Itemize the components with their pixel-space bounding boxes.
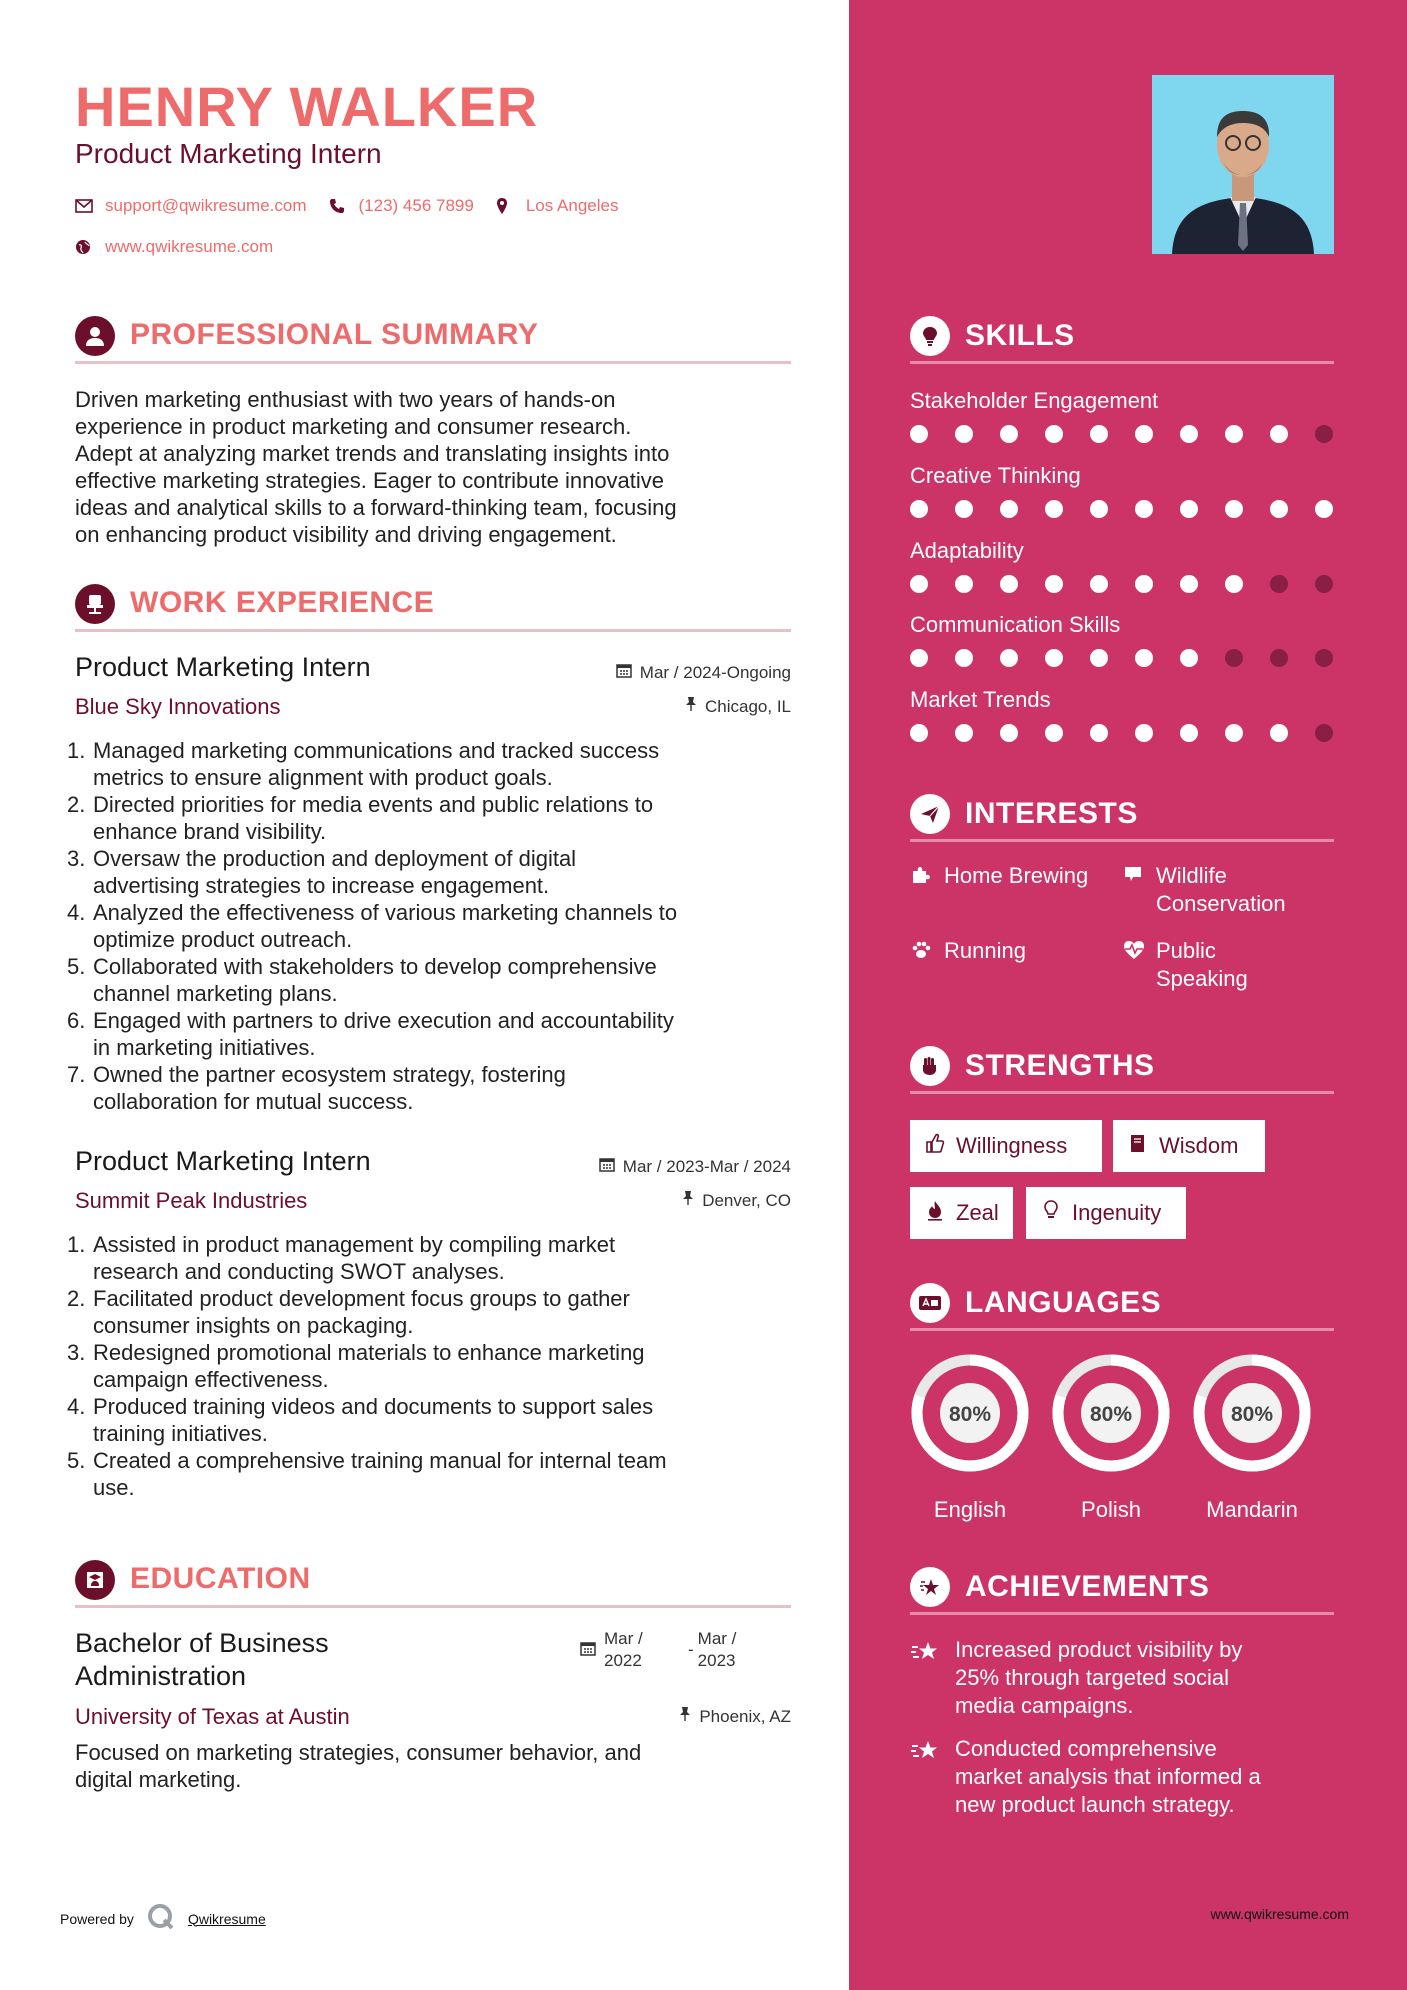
job-date — [599, 1156, 791, 1177]
book-icon — [1127, 1132, 1149, 1160]
job-duties — [67, 737, 787, 1115]
skill-name: Adaptability — [910, 538, 1024, 563]
education-location — [679, 1706, 791, 1727]
candidate-name: HENRY WALKER — [75, 75, 539, 138]
user-icon — [75, 316, 115, 356]
skill-name: Market Trends — [910, 687, 1051, 712]
strengths-heading — [910, 1046, 1334, 1094]
rating-dot-filled — [1090, 500, 1108, 518]
pushpin-icon — [679, 1706, 691, 1727]
job-company: Summit Peak Industries — [75, 1188, 308, 1213]
strength-tag: Willingness — [910, 1120, 1102, 1172]
interest-item: Running — [910, 937, 1026, 965]
skill-name: Communication Skills — [910, 612, 1121, 637]
achievement-item: Increased product visibility by 25% through targeted social media campaigns. — [910, 1636, 1334, 1720]
list-item: 1. Assisted in product management by compiling market research and conducting SWOT analyses. — [67, 1232, 616, 1284]
skill-rating — [910, 425, 1333, 443]
education-description: Focused on marketing strategies, consumer behavior, and digital marketing. — [75, 1740, 642, 1792]
date-separator: - — [688, 1640, 694, 1659]
language-ring — [1191, 1352, 1313, 1474]
list-item: 2. Directed priorities for media events and public relations to enhance brand visibility. — [67, 792, 654, 844]
rating-dot-filled — [1135, 575, 1153, 593]
list-item: 3. Redesigned promotional materials to enhance marketing campaign effectiveness. — [67, 1340, 645, 1392]
rating-dot-filled — [1000, 724, 1018, 742]
rating-dot-filled — [955, 425, 973, 443]
rating-dot-filled — [910, 575, 928, 593]
job-date — [616, 662, 791, 683]
rating-dot-filled — [1315, 500, 1333, 518]
powered-by-label: Powered by — [60, 1910, 134, 1927]
job-date-text: Mar / 2023-Mar / 2024 — [622, 1156, 791, 1176]
rating-dot-filled — [1270, 425, 1288, 443]
phone-number[interactable]: (123) 456 7899 — [358, 196, 474, 215]
job-company: Blue Sky Innovations — [75, 694, 281, 719]
summary-heading — [75, 316, 791, 364]
rating-dot-filled — [1045, 724, 1063, 742]
contact-row — [75, 196, 640, 216]
rating-dot-filled — [1225, 425, 1243, 443]
strength-tag: Zeal — [910, 1187, 1013, 1239]
globe-icon — [75, 239, 105, 255]
rating-dot-filled — [1135, 425, 1153, 443]
heartbeat-icon — [1122, 937, 1156, 993]
summary-text — [75, 386, 791, 548]
strengths-title: STRENGTHS — [965, 1049, 1155, 1082]
rating-dot-filled — [1135, 724, 1153, 742]
list-item: 4. Analyzed the effectiveness of various marketing channels to optimize product outreach. — [67, 900, 678, 952]
rating-dot-filled — [955, 575, 973, 593]
calendar-icon — [599, 1156, 615, 1177]
rating-dot-filled — [955, 724, 973, 742]
summary-title: PROFESSIONAL SUMMARY — [130, 318, 539, 351]
job-duties — [67, 1231, 787, 1501]
language-percent: 80% — [1230, 1403, 1274, 1426]
pushpin-icon — [685, 696, 697, 717]
star-badge-icon — [910, 1735, 955, 1819]
lightbulb-icon — [1040, 1199, 1062, 1227]
language-percent: 80% — [1089, 1403, 1133, 1426]
experience-heading — [75, 584, 791, 632]
rating-dot-filled — [1270, 500, 1288, 518]
rating-dot-filled — [1045, 649, 1063, 667]
rating-dot-filled — [1225, 724, 1243, 742]
skill-name: Creative Thinking — [910, 463, 1081, 488]
graduate-icon — [75, 1560, 115, 1600]
strength-tag: Ingenuity — [1026, 1187, 1186, 1239]
calendar-icon — [580, 1640, 596, 1661]
interests-title: INTERESTS — [965, 797, 1138, 830]
rating-dot-filled — [1090, 575, 1108, 593]
rating-dot-empty — [1270, 649, 1288, 667]
profile-photo — [1152, 75, 1334, 254]
paw-icon — [910, 937, 944, 965]
rating-dot-filled — [1180, 425, 1198, 443]
achievement-item: Conducted comprehensive market analysis that informed a new product launch strategy. — [910, 1735, 1334, 1819]
map-pin-icon — [496, 197, 526, 215]
website-link[interactable]: www.qwikresume.com — [105, 237, 274, 256]
school-name: University of Texas at Austin — [75, 1704, 350, 1729]
rating-dot-empty — [1225, 649, 1243, 667]
location-text: Los Angeles — [525, 196, 619, 215]
list-item: 4. Produced training videos and documents to support sales training initiatives. — [67, 1394, 654, 1446]
rating-dot-empty — [1270, 575, 1288, 593]
rating-dot-filled — [910, 500, 928, 518]
interest-item: Wildlife Conservation — [1122, 862, 1286, 918]
rating-dot-filled — [1135, 500, 1153, 518]
summary-line: Adept at analyzing market trends and translating insights into — [75, 441, 670, 466]
list-item: 7. Owned the partner ecosystem strategy, fostering collaboration for mutual success. — [67, 1062, 566, 1114]
interests-heading — [910, 794, 1334, 842]
list-item: 2. Facilitated product development focus groups to gather consumer insights on packaging. — [67, 1286, 630, 1338]
rating-dot-filled — [1045, 425, 1063, 443]
language-ring — [909, 1352, 1031, 1474]
achievements-title: ACHIEVEMENTS — [965, 1570, 1210, 1603]
rating-dot-filled — [1180, 724, 1198, 742]
education-start: Mar / 2022 — [604, 1629, 643, 1670]
rating-dot-filled — [1225, 500, 1243, 518]
skill-rating — [910, 500, 1333, 518]
language-item — [1050, 1352, 1172, 1523]
fist-icon — [910, 1046, 950, 1086]
job-location — [685, 696, 791, 717]
office-chair-icon — [75, 584, 115, 624]
rating-dot-filled — [1180, 500, 1198, 518]
rating-dot-filled — [1000, 575, 1018, 593]
email-link[interactable]: support@qwikresume.com — [105, 196, 307, 215]
education-title: EDUCATION — [130, 1562, 311, 1595]
phone-icon — [329, 198, 359, 214]
language-percent: 80% — [948, 1403, 992, 1426]
language-item — [909, 1352, 1031, 1523]
summary-line: ideas and analytical skills to a forward-thinking team, focusing — [75, 495, 677, 520]
rating-dot-filled — [1180, 649, 1198, 667]
rating-dot-filled — [910, 425, 928, 443]
rating-dot-filled — [1045, 575, 1063, 593]
job-location — [682, 1190, 791, 1211]
interest-item: Public Speaking — [1122, 937, 1248, 993]
calendar-icon — [616, 662, 632, 683]
rating-dot-filled — [910, 724, 928, 742]
language-name: Polish — [1081, 1497, 1141, 1522]
language-name: English — [933, 1497, 1007, 1522]
summary-line: experience in product marketing and consumer research. — [75, 414, 632, 439]
job-location-text: Denver, CO — [702, 1190, 791, 1210]
rating-dot-filled — [1090, 724, 1108, 742]
rating-dot-filled — [1225, 575, 1243, 593]
rating-dot-filled — [1045, 500, 1063, 518]
rating-dot-filled — [1000, 500, 1018, 518]
rating-dot-empty — [1315, 575, 1333, 593]
languages-heading — [910, 1283, 1334, 1331]
rating-dot-empty — [1315, 425, 1333, 443]
achievements-heading — [910, 1567, 1334, 1615]
experience-title: WORK EXPERIENCE — [130, 586, 435, 619]
rating-dot-filled — [1000, 649, 1018, 667]
qwikresume-logo-icon — [146, 1902, 176, 1935]
list-item: 1. Managed marketing communications and tracked success metrics to ensure alignment with product goals. — [67, 738, 660, 790]
thumbs-up-icon — [924, 1132, 946, 1160]
interest-item: Home Brewing — [910, 862, 1088, 890]
powered-by — [60, 1902, 266, 1935]
language-name: Mandarin — [1206, 1497, 1298, 1522]
rating-dot-filled — [1000, 425, 1018, 443]
website-row — [75, 237, 295, 257]
language-item — [1191, 1352, 1313, 1523]
languages-title: LANGUAGES — [965, 1286, 1162, 1319]
rating-dot-empty — [1315, 649, 1333, 667]
strength-tag: Wisdom — [1113, 1120, 1265, 1172]
job-date-text: Mar / 2024-Ongoing — [639, 662, 791, 682]
degree-title: Bachelor of Business Administration — [75, 1628, 329, 1691]
envelope-icon — [75, 199, 105, 213]
skills-heading — [910, 316, 1334, 364]
job-location-text: Chicago, IL — [705, 696, 791, 716]
list-item: 5. Collaborated with stakeholders to develop comprehensive channel marketing plans. — [67, 954, 657, 1006]
summary-line: on enhancing product visibility and driving engagement. — [75, 522, 617, 547]
rating-dot-filled — [955, 500, 973, 518]
pushpin-icon — [682, 1190, 694, 1211]
footer-website[interactable]: www.qwikresume.com — [1210, 1906, 1349, 1922]
lightbulb-icon — [910, 316, 950, 356]
star-badge-icon — [910, 1567, 950, 1607]
skill-rating — [910, 575, 1333, 593]
translate-icon — [910, 1283, 950, 1323]
education-heading — [75, 1560, 791, 1608]
rating-dot-filled — [1270, 724, 1288, 742]
education-dates — [580, 1628, 736, 1672]
list-item: 5. Created a comprehensive training manual for internal team use. — [67, 1448, 667, 1500]
rating-dot-filled — [1090, 649, 1108, 667]
star-badge-icon — [910, 1636, 955, 1720]
flag-icon — [1122, 862, 1156, 918]
rating-dot-filled — [910, 649, 928, 667]
language-ring — [1050, 1352, 1172, 1474]
rating-dot-filled — [955, 649, 973, 667]
rating-dot-filled — [1090, 425, 1108, 443]
rating-dot-filled — [1135, 649, 1153, 667]
rating-dot-filled — [1180, 575, 1198, 593]
education-end: Mar / 2023 — [697, 1629, 737, 1670]
brand-link[interactable]: Qwikresume — [187, 1910, 266, 1927]
puzzle-icon — [910, 862, 944, 890]
candidate-role: Product Marketing Intern — [75, 138, 382, 169]
job-title: Product Marketing Intern — [75, 652, 371, 682]
skill-rating — [910, 724, 1333, 742]
flame-icon — [924, 1199, 946, 1227]
education-location-text: Phoenix, AZ — [699, 1706, 791, 1726]
skills-title: SKILLS — [965, 319, 1075, 352]
rating-dot-empty — [1315, 724, 1333, 742]
list-item: 6. Engaged with partners to drive execution and accountability in marketing initiatives. — [67, 1008, 674, 1060]
summary-line: effective marketing strategies. Eager to contribute innovative — [75, 468, 665, 493]
job-title: Product Marketing Intern — [75, 1146, 371, 1176]
summary-line: Driven marketing enthusiast with two years of hands-on — [75, 387, 616, 412]
paper-plane-icon — [910, 794, 950, 834]
list-item: 3. Oversaw the production and deployment of digital advertising strategies to increase engagement. — [67, 846, 577, 898]
skill-rating — [910, 649, 1333, 667]
skill-name: Stakeholder Engagement — [910, 388, 1159, 413]
